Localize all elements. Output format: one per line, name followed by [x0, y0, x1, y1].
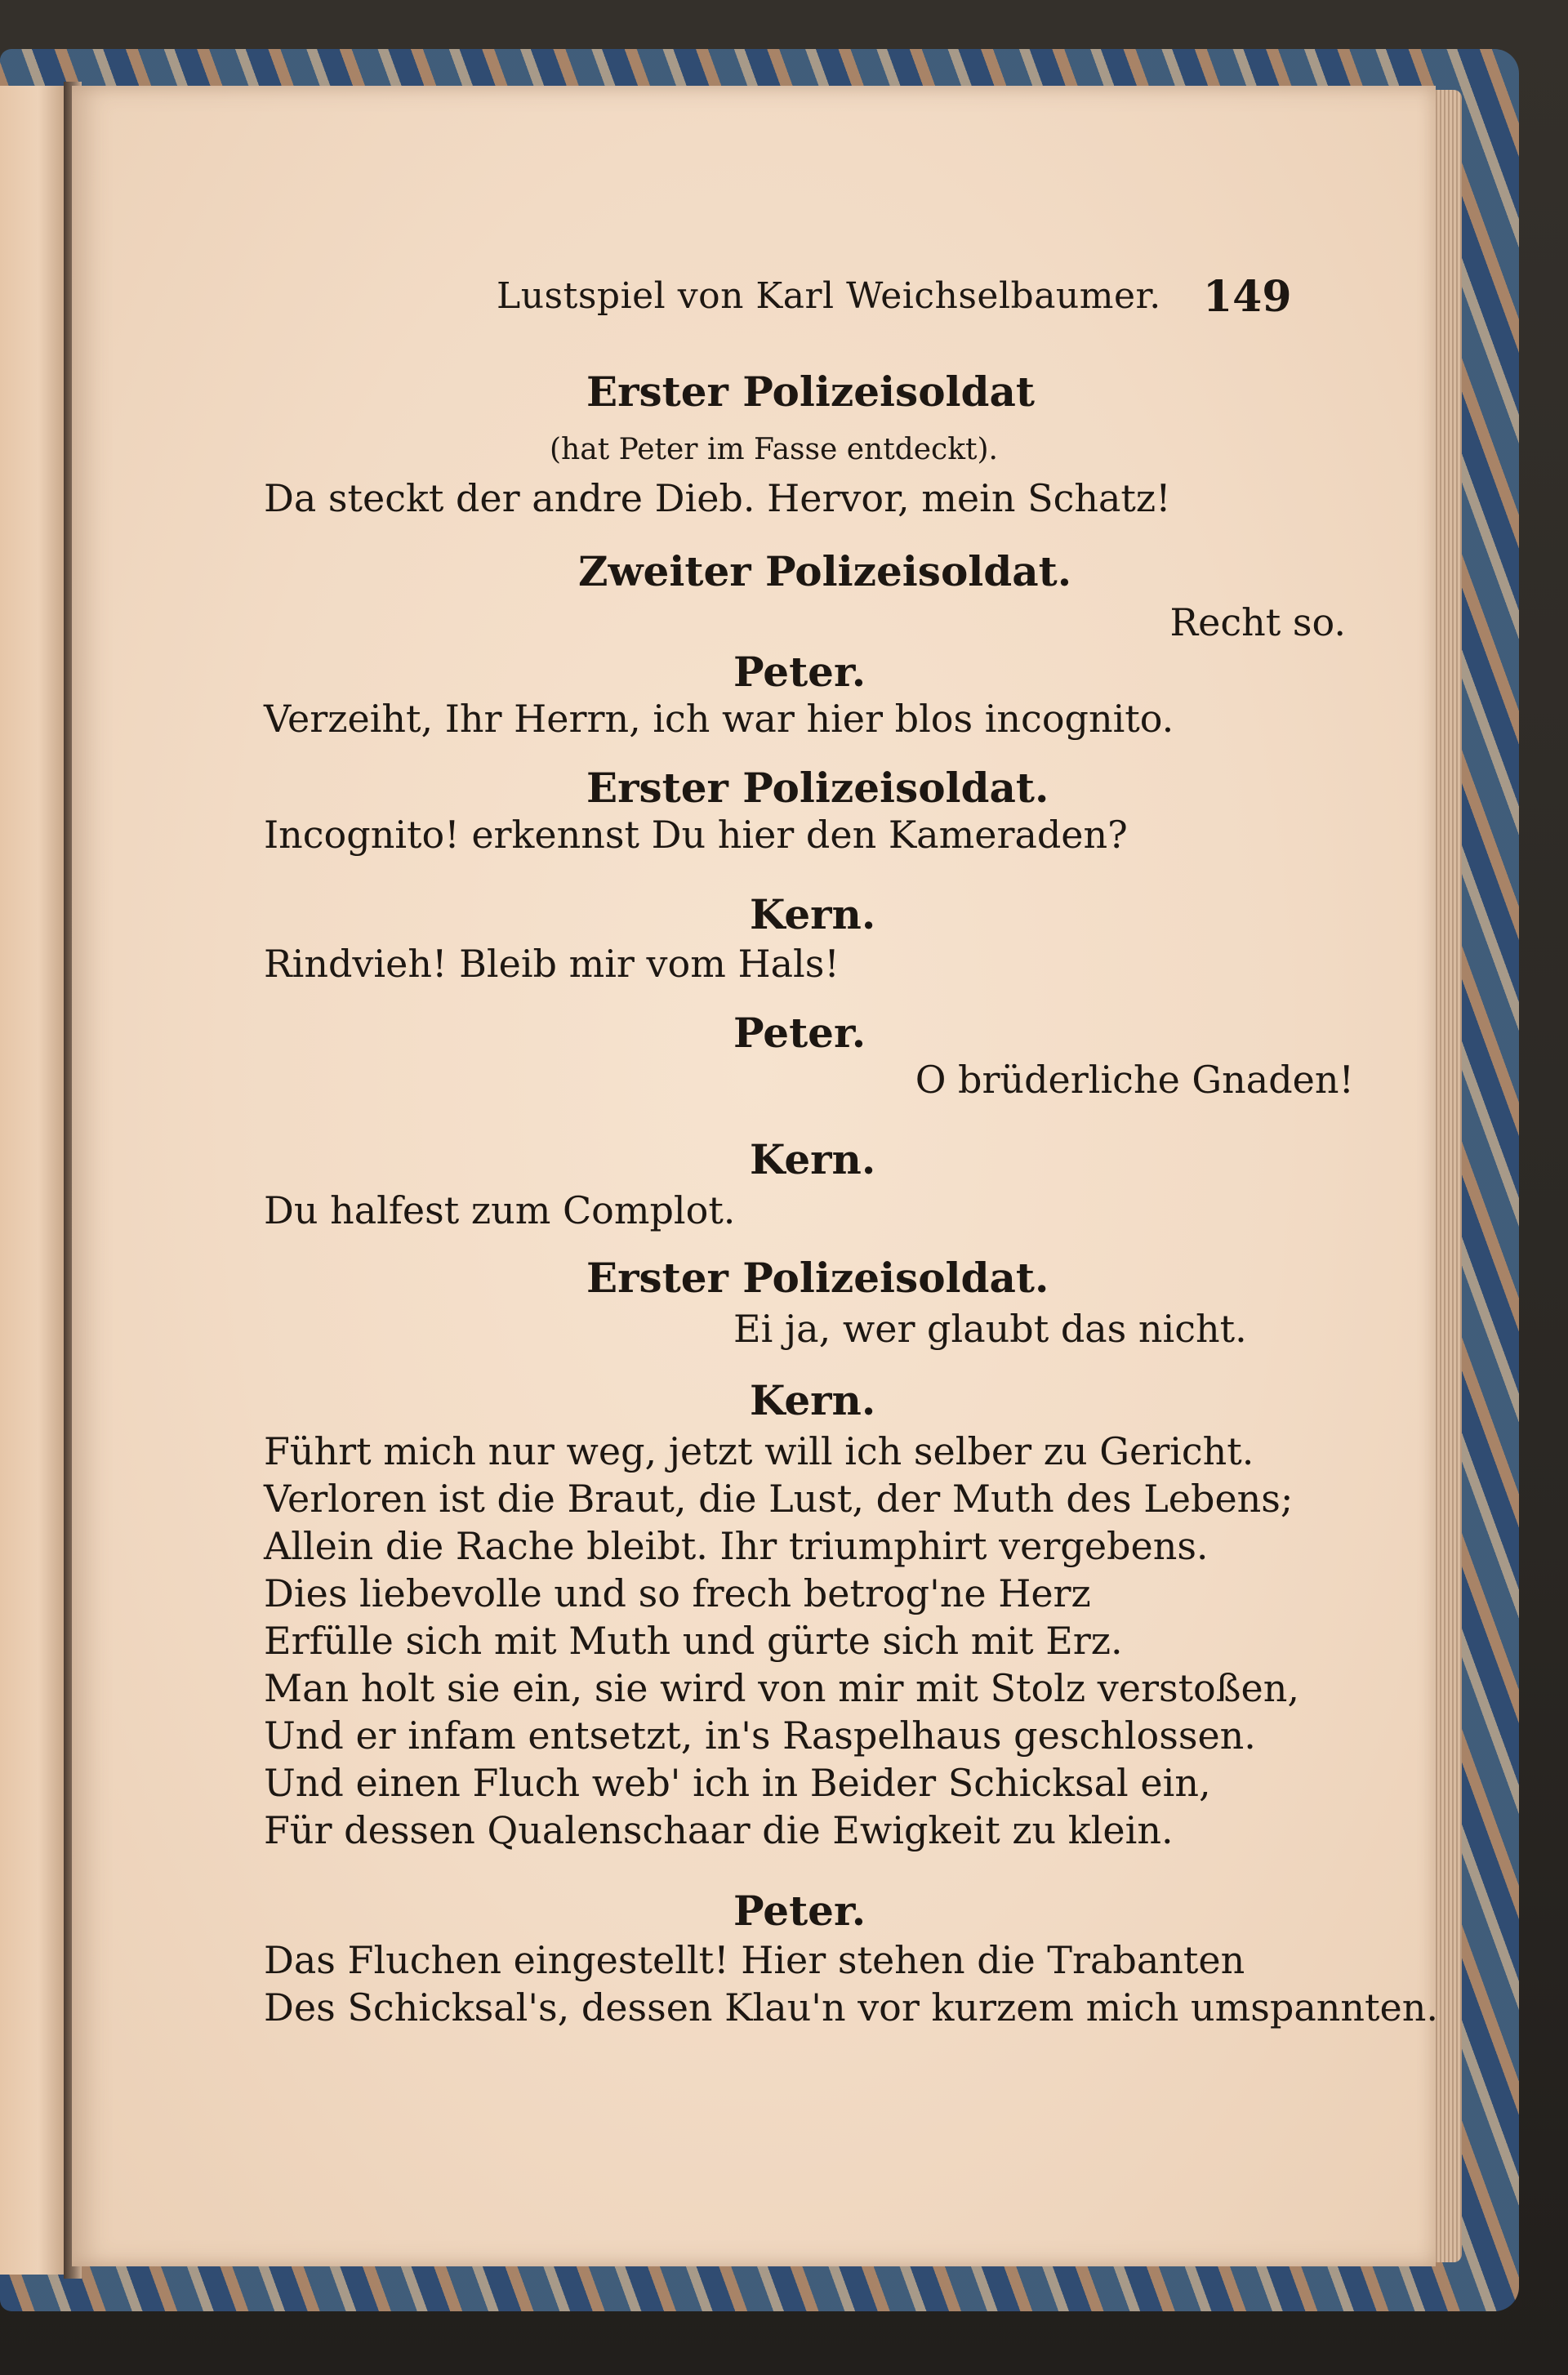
left-page-edge — [0, 86, 66, 2275]
verse-line: Verloren ist die Braut, die Lust, der Muth des Lebens; — [264, 1477, 1294, 1521]
verse-line: Allein die Rache bleibt. Ihr triumphirt vergebens. — [264, 1524, 1209, 1568]
stage-direction: (hat Peter im Fasse entdeckt). — [550, 433, 998, 466]
speaker-name: Erster Polizeisoldat. — [586, 1254, 1049, 1302]
verse-line: Rindvieh! Bleib mir vom Hals! — [264, 942, 840, 986]
verse-line: Da steckt der andre Dieb. Hervor, mein Schatz! — [264, 476, 1171, 520]
speaker-name: Kern. — [750, 890, 876, 938]
book-page — [72, 86, 1436, 2266]
verse-line: Verzeiht, Ihr Herrn, ich war hier blos incognito. — [264, 697, 1174, 741]
speaker-name: Kern. — [750, 1135, 876, 1183]
verse-line: Führt mich nur weg, jetzt will ich selber zu Gericht. — [264, 1429, 1254, 1473]
speaker-name: Peter. — [733, 1887, 866, 1935]
running-title: Lustspiel von Karl Weichselbaumer. — [497, 275, 1161, 317]
verse-line: Für dessen Qualenschaar die Ewigkeit zu klein. — [264, 1808, 1174, 1852]
page-number: 149 — [1203, 272, 1292, 322]
verse-line: Ei ja, wer glaubt das nicht. — [733, 1307, 1247, 1351]
verse-line: Und er infam entsetzt, in's Raspelhaus geschlossen. — [264, 1713, 1256, 1758]
verse-line: Du halfest zum Complot. — [264, 1188, 736, 1232]
speaker-name: Erster Polizeisoldat — [586, 368, 1035, 416]
page-text — [72, 86, 1436, 2266]
verse-line: Man holt sie ein, sie wird von mir mit Stolz verstoßen, — [264, 1666, 1299, 1710]
verse-line: Dies liebevolle und so frech betrog'ne Herz — [264, 1571, 1091, 1615]
verse-line: Incognito! erkennst Du hier den Kameraden? — [264, 813, 1128, 857]
verse-line: Recht so. — [1169, 600, 1346, 644]
verse-line: Und einen Fluch web' ich in Beider Schicksal ein, — [264, 1761, 1211, 1805]
verse-line: O brüderliche Gnaden! — [915, 1058, 1354, 1102]
verse-line: Des Schicksal's, dessen Klau'n vor kurzem mich umspannten. — [264, 1985, 1438, 2030]
verse-line: Das Fluchen eingestellt! Hier stehen die Trabanten — [264, 1938, 1245, 1982]
speaker-name: Zweiter Polizeisoldat. — [578, 547, 1072, 595]
speaker-name: Erster Polizeisoldat. — [586, 764, 1049, 812]
speaker-name: Kern. — [750, 1376, 876, 1424]
speaker-name: Peter. — [733, 1009, 866, 1057]
speaker-name: Peter. — [733, 648, 866, 696]
verse-line: Erfülle sich mit Muth und gürte sich mit Erz. — [264, 1619, 1123, 1663]
